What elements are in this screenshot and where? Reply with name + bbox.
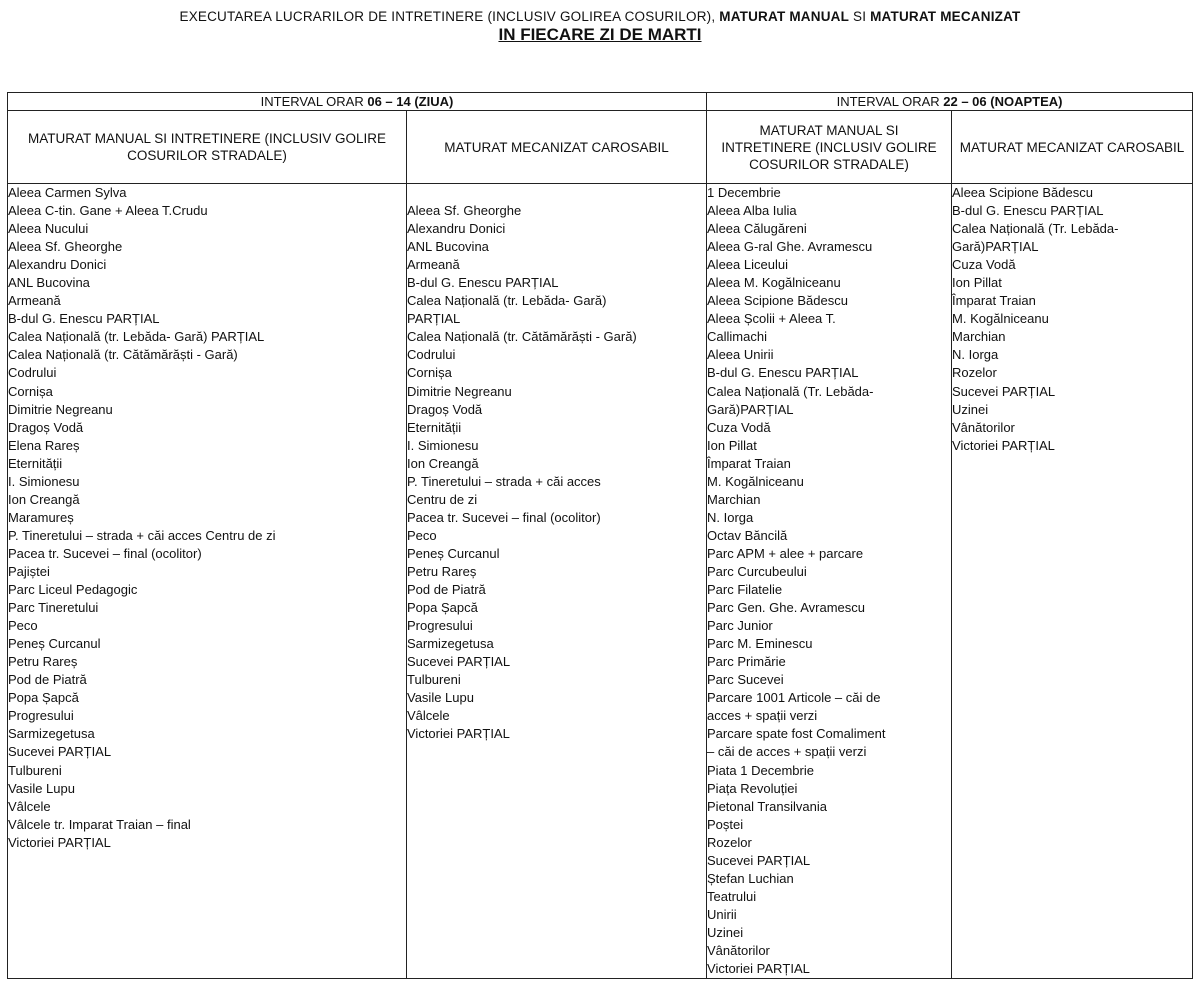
- street-list-item: Aleea C-tin. Gane + Aleea T.Crudu: [8, 203, 208, 219]
- street-list-item: Împarat Traian: [707, 455, 791, 471]
- street-list-item: Cuza Vodă: [707, 419, 771, 435]
- street-list-item: Unirii: [707, 906, 737, 922]
- street-list-item: Pajiștei: [8, 563, 50, 579]
- street-list-item: Tulbureni: [8, 762, 62, 778]
- street-list-item: Împarat Traian: [952, 293, 1036, 309]
- street-list-item: Parc Primărie: [707, 654, 786, 670]
- street-list-item: Aleea Carmen Sylva: [8, 185, 127, 200]
- street-list-item: I. Simionesu: [407, 437, 479, 453]
- street-list-item: Gară)PARȚIAL: [952, 239, 1039, 255]
- title-text-part1: EXECUTAREA LUCRARILOR DE INTRETINERE (INCLUSIV GOLIREA COSURILOR),: [179, 9, 716, 24]
- list-spacer: [407, 184, 706, 202]
- street-list-item: P. Tineretului – strada + căi acces Centru de zi: [8, 527, 276, 543]
- street-list-item: Vânătorilor: [952, 419, 1015, 435]
- street-list-item: Peneș Curcanul: [8, 636, 101, 652]
- street-list-item: Maramureș: [8, 509, 74, 525]
- street-list-item: N. Iorga: [952, 347, 999, 363]
- street-list-item: Vâlcele: [8, 798, 51, 814]
- street-list-item: Calea Națională (Tr. Lebăda-: [952, 221, 1119, 237]
- col2-header: MATURAT MECANIZAT CAROSABIL: [407, 111, 707, 184]
- street-list-item: Pod de Piatră: [8, 672, 87, 688]
- street-list-item: Sucevei PARȚIAL: [8, 744, 112, 760]
- street-list-item: P. Tineretului – strada + căi acces: [407, 473, 601, 489]
- street-list-item: Aleea G-ral Ghe. Avramescu: [707, 239, 873, 255]
- street-list-item: Poștei: [707, 816, 744, 832]
- street-list-item: M. Kogălniceanu: [707, 473, 804, 489]
- street-list-item: Parc Gen. Ghe. Avramescu: [707, 600, 866, 616]
- street-list-item: Progresului: [407, 618, 473, 634]
- street-list-item: Cornișa: [407, 365, 452, 381]
- night-mechanized-street-list: [952, 184, 1193, 979]
- street-list-item: Parcare spate fost Comaliment: [707, 726, 886, 742]
- street-list-item: Ștefan Luchian: [707, 870, 794, 886]
- street-list-item: Aleea M. Kogălniceanu: [707, 275, 841, 291]
- street-list-item: Ion Creangă: [407, 455, 479, 471]
- street-lists-row: [8, 184, 1193, 979]
- street-list-item: Aleea Alba Iulia: [707, 203, 797, 219]
- street-list-item: acces + spații verzi: [707, 708, 818, 724]
- title-bold-mecanizat: MATURAT MECANIZAT: [870, 9, 1021, 24]
- street-list-item: Victoriei PARȚIAL: [707, 961, 810, 977]
- street-list-item: Piața Revoluției: [707, 780, 798, 796]
- street-list-item: Peco: [407, 527, 437, 543]
- street-list-item: Parc APM + alee + parcare: [707, 545, 864, 561]
- street-list-item: Cornișa: [8, 383, 53, 399]
- title-line-2: IN FIECARE ZI DE MARTI: [498, 25, 702, 44]
- street-list-item: Aleea Unirii: [707, 347, 774, 363]
- street-list-item: Ion Pillat: [952, 275, 1002, 291]
- street-list-item: Sucevei PARȚIAL: [407, 654, 511, 670]
- street-list-item: Dragoș Vodă: [407, 401, 483, 417]
- schedule-table: [7, 92, 1193, 979]
- street-list-item: Pietonal Transilvania: [707, 798, 827, 814]
- street-list-item: Callimachi: [707, 329, 767, 345]
- street-list-item: Vânătorilor: [707, 942, 770, 958]
- street-list-item: Aleea Scipione Bădescu: [707, 293, 848, 309]
- title-bold-manual: MATURAT MANUAL: [719, 9, 850, 24]
- night-manual-street-list: [707, 184, 952, 979]
- street-list-item: Petru Rareș: [8, 654, 78, 670]
- street-list-item: Pacea tr. Sucevei – final (ocolitor): [8, 545, 202, 561]
- street-list-item: Victoriei PARȚIAL: [952, 437, 1055, 453]
- street-list-item: Dimitrie Negreanu: [8, 401, 113, 417]
- street-list-item: Dragoș Vodă: [8, 419, 84, 435]
- street-list-item: N. Iorga: [707, 509, 754, 525]
- title-text-si: SI: [853, 9, 867, 24]
- document-title: [0, 8, 1200, 45]
- night-interval-prefix: INTERVAL ORAR: [836, 94, 940, 109]
- street-list-item: Piata 1 Decembrie: [707, 762, 814, 778]
- street-list-item: PARȚIAL: [407, 311, 461, 327]
- street-list-item: Calea Națională (tr. Lebăda- Gară) PARȚIAL: [8, 329, 265, 345]
- street-list-item: Petru Rareș: [407, 563, 477, 579]
- street-list-item: Rozelor: [707, 834, 752, 850]
- street-list-item: Progresului: [8, 708, 74, 724]
- col3-header: MATURAT MANUAL SI INTRETINERE (INCLUSIV GOLIRE COSURILOR STRADALE): [707, 111, 952, 184]
- street-list-item: Armeană: [407, 257, 460, 273]
- street-list-item: Vasile Lupu: [407, 690, 474, 706]
- street-list-item: Aleea Liceului: [707, 257, 788, 273]
- street-list-item: Octav Băncilă: [707, 527, 788, 543]
- street-list-item: B-dul G. Enescu PARȚIAL: [707, 365, 859, 381]
- street-list-item: Calea Națională (tr. Cătămărăști - Gară): [407, 329, 637, 345]
- street-list-item: Victoriei PARȚIAL: [8, 834, 111, 850]
- street-list-item: Centru de zi: [407, 491, 478, 507]
- col1-header: MATURAT MANUAL SI INTRETINERE (INCLUSIV GOLIRE COSURILOR STRADALE): [8, 111, 407, 184]
- street-list-item: Vasile Lupu: [8, 780, 75, 796]
- street-list-item: Rozelor: [952, 365, 997, 381]
- street-list-item: Parc Filatelie: [707, 582, 783, 598]
- street-list-item: Armeană: [8, 293, 61, 309]
- street-list-item: Popa Șapcă: [8, 690, 79, 706]
- street-list-item: Aleea Sf. Gheorghe: [8, 239, 123, 255]
- street-list-item: Aleea Sf. Gheorghe: [407, 203, 522, 219]
- street-list-item: Ion Pillat: [707, 437, 757, 453]
- street-list-item: Parc M. Eminescu: [707, 636, 813, 652]
- street-list-item: Uzinei: [707, 924, 744, 940]
- street-list-item: Popa Șapcă: [407, 600, 478, 616]
- street-list-item: M. Kogălniceanu: [952, 311, 1049, 327]
- street-list-item: Calea Națională (tr. Cătămărăști - Gară): [8, 347, 238, 363]
- street-list-item: Marchian: [952, 329, 1006, 345]
- street-list-item: Aleea Nucului: [8, 221, 89, 237]
- street-list-item: Vâlcele tr. Imparat Traian – final: [8, 816, 191, 832]
- street-list-item: B-dul G. Enescu PARȚIAL: [8, 311, 160, 327]
- day-mechanized-street-list: [407, 184, 707, 979]
- day-interval-prefix: INTERVAL ORAR: [260, 94, 364, 109]
- day-interval-header: [8, 93, 707, 111]
- street-list-item: Sarmizegetusa: [407, 636, 494, 652]
- street-list-item: Parc Liceul Pedagogic: [8, 582, 138, 598]
- street-list-item: Alexandru Donici: [8, 257, 107, 273]
- street-list-item: Sucevei PARȚIAL: [952, 383, 1056, 399]
- street-list-item: Calea Națională (Tr. Lebăda-: [707, 383, 874, 399]
- street-list-item: Sarmizegetusa: [8, 726, 95, 742]
- day-interval-hours: 06 – 14 (ZIUA): [367, 94, 454, 109]
- street-list-item: Pacea tr. Sucevei – final (ocolitor): [407, 509, 601, 525]
- street-list-item: Parc Junior: [707, 618, 773, 634]
- day-manual-street-list: [8, 184, 407, 979]
- title-line-1: [0, 8, 1200, 25]
- street-list-item: Codrului: [8, 365, 57, 381]
- street-list-item: B-dul G. Enescu PARȚIAL: [407, 275, 559, 291]
- night-interval-header: [707, 93, 1193, 111]
- street-list-item: Peneș Curcanul: [407, 545, 500, 561]
- column-header-row: [8, 111, 1193, 184]
- street-list-item: Teatrului: [707, 888, 757, 904]
- interval-header-row: [8, 93, 1193, 111]
- street-list-item: Parc Sucevei: [707, 672, 784, 688]
- street-list-item: Eternității: [407, 419, 462, 435]
- street-list-item: Uzinei: [952, 401, 989, 417]
- street-list-item: Codrului: [407, 347, 456, 363]
- col4-header: MATURAT MECANIZAT CAROSABIL: [952, 111, 1193, 184]
- street-list-item: Parc Tineretului: [8, 600, 99, 616]
- street-list-item: Gară)PARȚIAL: [707, 401, 794, 417]
- street-list-item: Victoriei PARȚIAL: [407, 726, 510, 742]
- street-list-item: Calea Națională (tr. Lebăda- Gară): [407, 293, 607, 309]
- street-list-item: Aleea Școlii + Aleea T.: [707, 311, 836, 327]
- street-list-item: Cuza Vodă: [952, 257, 1016, 273]
- street-list-item: – căi de acces + spații verzi: [707, 744, 867, 760]
- street-list-item: Dimitrie Negreanu: [407, 383, 512, 399]
- street-list-item: ANL Bucovina: [8, 275, 90, 291]
- street-list-item: Parcare 1001 Articole – căi de: [707, 690, 881, 706]
- night-interval-hours: 22 – 06 (NOAPTEA): [943, 94, 1063, 109]
- street-list-item: Alexandru Donici: [407, 221, 506, 237]
- street-list-item: Elena Rareș: [8, 437, 80, 453]
- street-list-item: Eternității: [8, 455, 63, 471]
- street-list-item: Peco: [8, 618, 38, 634]
- street-list-item: Ion Creangă: [8, 491, 80, 507]
- street-list-item: ANL Bucovina: [407, 239, 489, 255]
- street-list-item: Vâlcele: [407, 708, 450, 724]
- street-list-item: Sucevei PARȚIAL: [707, 852, 811, 868]
- street-list-item: Aleea Călugăreni: [707, 221, 807, 237]
- street-list-item: I. Simionesu: [8, 473, 80, 489]
- street-list-item: B-dul G. Enescu PARȚIAL: [952, 203, 1104, 219]
- street-list-item: Tulbureni: [407, 672, 461, 688]
- street-list-item: Aleea Scipione Bădescu: [952, 185, 1093, 200]
- street-list-item: Parc Curcubeului: [707, 563, 807, 579]
- street-list-item: 1 Decembrie: [707, 185, 781, 200]
- street-list-item: Pod de Piatră: [407, 582, 486, 598]
- street-list-item: Marchian: [707, 491, 761, 507]
